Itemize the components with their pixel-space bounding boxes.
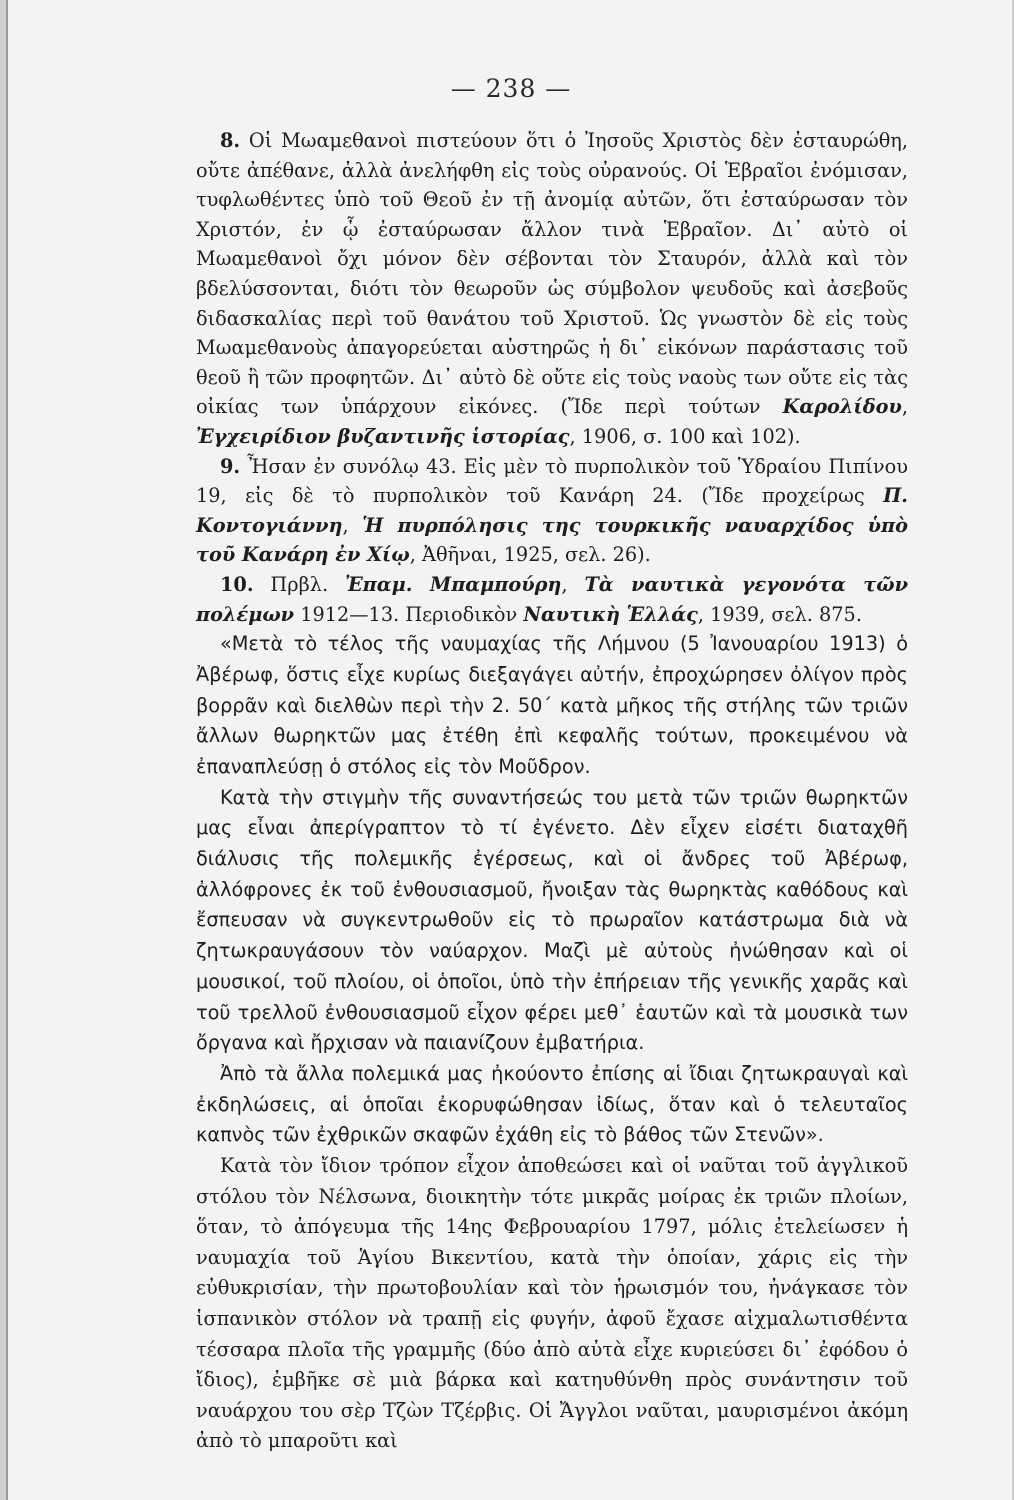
footnote-mid: 1912—13. Περιοδικὸν (294, 602, 524, 626)
footnote-text: Πρβλ. (270, 572, 345, 596)
footnote-8: 8. Οἱ Μωαμεθανοὶ πιστεύουν ὅτι ὁ Ἰησοῦς Χριστὸς δὲν ἐσταυρώθη, οὔτε ἀπέθανε, ἀλλὰ ἀνελήφθη εἰς τοὺς οὐρανούς. Οἱ Ἑβραῖοι ἐνόμισαν, τυφλωθέντες ὑπὸ τοῦ Θεοῦ ἐν τῇ ἀνομίᾳ αὐτῶν, ὅτι ἐσταύρωσαν τὸν Χριστόν, ἐν ᾧ ἐσταύρωσαν ἄλλον τινὰ Ἑβραῖον. Δι᾿ αὐτὸ οἱ Μωαμεθανοὶ ὄχι μόνον δὲν σέβονται τὸν Σταυρόν, ἀλλὰ καὶ τὸν βδελύσσονται, διότι τὸν θεωροῦν ὡς σύμβολον ψευδοῦς καὶ ἀσεβοῦς διδασκαλίας περὶ τοῦ θανάτου τοῦ Χριστοῦ. Ὡς γνωστὸν δὲ εἰς τοὺς Μωαμεθανοὺς ἀπαγορεύεται αὐστηρῶς ἡ δι᾿ εἰκόνων παράστασις τοῦ θεοῦ ἢ τῶν προφητῶν. Δι᾿ αὐτὸ δὲ οὔτε εἰς τοὺς ναοὺς των οὔτε εἰς τὰς οἰκίας των ὑπάρχουν εἰκόνες. (Ἴδε περὶ τούτων Καρολίδου, Ἐγχειρίδιον βυζαντινῆς ἱστορίας, 1906, σ. 100 καὶ 102). (196, 129, 908, 448)
footnote-tail: , 1939, σελ. 875. (697, 602, 862, 626)
book-page (6, 0, 1012, 1500)
footnote-9: 9. Ἦσαν ἐν συνόλῳ 43. Εἰς μὲν τὸ πυρπολικὸν τοῦ Ὑδραίου Πιπίνου 19, εἰς δὲ τὸ πυρπολικὸν τοῦ Κανάρη 24. (Ἴδε προχείρως Π. Κοντογιάννη, Ἡ πυρπόλησις της τουρκικῆς ναυαρχίδος ὑπὸ τοῦ Κανάρη ἐν Χίῳ, Ἀθῆναι, 1925, σελ. 26). (196, 454, 909, 567)
footnote-number: 9. (220, 454, 241, 478)
footnote-number: 8. (220, 129, 241, 152)
quote-paragraph-1: «Μετὰ τὸ τέλος τῆς ναυμαχίας τῆς Λήμνου (5 Ἰανουαρίου 1913) ὁ Ἀβέρωφ, ὅστις εἶχε κυρίως διεξαγάγει αὐτήν, ἐπροχώρησεν ὀλίγον πρὸς βορρᾶν καὶ διελθὼν περὶ τὴν 2. 50΄ κατὰ μῆκος τῆς στήλης τῶν τριῶν ἄλλων θωρηκτῶν μας ἐτέθη ἐπὶ κεφαλῆς τούτων, προκειμένου νὰ ἐπαναπλεύσῃ ὁ στόλος εἰς τὸν Μοῦδρον. (196, 632, 908, 778)
footnote-title: Ἐγχειρίδιον βυζαντινῆς ἱστορίας (196, 424, 570, 448)
body-paragraph: Κατὰ τὸν ἴδιον τρόπον εἶχον ἀποθεώσει καὶ οἱ ναῦται τοῦ ἀγγλικοῦ στόλου τὸν Νέλσωνα, διοικητὴν τότε μικρᾶς μοίρας ἐκ τριῶν πλοίων, ὅταν, τὸ ἀπόγευμα τῆς 14ης Φεβρουαρίου 1797, μόλις ἐτελείωσεν ἡ ναυμαχία τοῦ Ἁγίου Βικεντίου, κατὰ τὴν ὁποίαν, χάρις εἰς τὴν εὐθυκρισίαν, τὴν πρωτοβουλίαν καὶ τὸν ἡρωισμόν του, ἠνάγκασε τὸν ἱσπανικὸν στόλον νὰ τραπῇ εἰς φυγήν, ἀφοῦ ἔχασε αἰχμαλωτισθέντα τέσσαρα πλοῖα τῆς γραμμῆς (δύο ἀπὸ αὐτὰ εἶχε κυριεύσει δι᾿ ἐφόδου ὁ ἴδιος), ἐμβῆκε σὲ μιὰ βάρκα καὶ κατηυθύνθη πρὸς συνάντησιν τοῦ ναυάρχου του σὲρ Τζὼν Τζέρβις. Οἱ Ἄγγλοι ναῦται, μαυρισμένοι ἀκόμη ἀπὸ τὸ μπαροῦτι καὶ (196, 1154, 908, 1453)
footnote-text: Οἱ Μωαμεθανοὶ πιστεύουν ὅτι ὁ Ἰησοῦς Χριστὸς δὲν ἐσταυρώθη, οὔτε ἀπέθανε, ἀλλὰ ἀνελήφθη εἰς τοὺς οὐρανούς. Οἱ Ἑβραῖοι ἐνόμισαν, τυφλωθέντες ὑπὸ τοῦ Θεοῦ ἐν τῇ ἀνομίᾳ αὐτῶν, ὅτι ἐσταύρωσαν τὸν Χριστόν, ἐν ᾧ ἐσταύρωσαν ἄλλον τινὰ Ἑβραῖον. Δι᾿ αὐτὸ οἱ Μωαμεθανοὶ ὄχι μόνον δὲν σέβονται τὸν Σταυρόν, ἀλλὰ καὶ τὸν βδελύσσονται, διότι τὸν θεωροῦν ὡς σύμβολον ψευδοῦς καὶ ἀσεβοῦς διδασκαλίας περὶ τοῦ θανάτου τοῦ Χριστοῦ. Ὡς γνωστὸν δὲ εἰς τοὺς Μωαμεθανοὺς ἀπαγορεύεται αὐστηρῶς ἡ δι᾿ εἰκόνων παράστασις τοῦ θεοῦ ἢ τῶν προφητῶν. Δι᾿ αὐτὸ δὲ οὔτε εἰς τοὺς ναοὺς των οὔτε εἰς τὰς οἰκίας των ὑπάρχουν εἰκόνες. (Ἴδε περὶ τούτων (196, 129, 908, 419)
footnote-author: Ἐπαμ. Μπαμπούρη (344, 572, 562, 596)
page-number: — 238 — (450, 74, 572, 103)
footnote-author: Π. Κοντογιάννη (196, 484, 908, 537)
footnote-text: Ἦσαν ἐν συνόλῳ 43. Εἰς μὲν τὸ πυρπολικὸν τοῦ Ὑδραίου Πιπίνου 19, εἰς δὲ τὸ πυρπολικὸν τοῦ Κανάρη 24. (Ἴδε προχείρως (196, 454, 908, 508)
footnote-tail: , 1906, σ. 100 καὶ 102). (569, 424, 801, 448)
footnote-title: Ἡ πυρπόλησις της τουρκικῆς ναυαρχίδος ὑπὸ τοῦ Κανάρη ἐν Χίῳ (196, 513, 909, 567)
footnote-number: 10. (220, 572, 254, 596)
footnote-title: Τὰ ναυτικὰ γεγονότα τῶν πολέμων (196, 572, 908, 626)
footnote-10: 10. Πρβλ. Ἐπαμ. Μπαμπούρη, Τὰ ναυτικὰ γεγονότα τῶν πολέμων 1912—13. Περιοδικὸν Ναυτικὴ Ἑλλάς, 1939, σελ. 875. (196, 572, 908, 626)
footnote-tail: , Ἀθῆναι, 1925, σελ. 26). (409, 543, 651, 567)
footnote-author: Καρολίδου (782, 395, 902, 419)
footnote-journal: Ναυτικὴ Ἑλλάς (523, 602, 698, 626)
quote-paragraph-2: Κατὰ τὴν στιγμὴν τῆς συναντήσεώς του μετὰ τῶν τριῶν θωρηκτῶν μας εἶναι ἀπερίγραπτον τὸ τί ἐγένετο. Δὲν εἶχεν εἰσέτι διαταχθῆ διάλυσις τῆς πολεμικῆς ἐγέρσεως, καὶ οἱ ἄνδρες τοῦ Ἀβέρωφ, ἀλλόφρονες ἐκ τοῦ ἐνθουσιασμοῦ, ἤνοιξαν τὰς θωρηκτὰς καθόδους καὶ ἔσπευσαν νὰ συγκεντρωθοῦν εἰς τὸ πρωραῖον κατάστρωμα διὰ νὰ ζητωκραυγάσουν τὸν ναύαρχον. Μαζὶ μὲ αὐτοὺς ἠνώθησαν καὶ οἱ μουσικοί, τοῦ πλοίου, οἱ ὁποῖοι, ὑπὸ τὴν ἐπήρειαν τῆς γενικῆς χαρᾶς καὶ τοῦ τρελλοῦ ἐνθουσιασμοῦ εἶχον φέρει μεθ᾿ ἑαυτῶν καὶ τὰ μουσικὰ των ὄργανα καὶ ἤρχισαν νὰ παιανίζουν ἐμβατήρια. (196, 785, 908, 1055)
quote-paragraph-3: Ἀπὸ τὰ ἄλλα πολεμικά μας ἠκούοντο ἐπίσης αἱ ἴδιαι ζητωκραυγαὶ καὶ ἐκδηλώσεις, αἱ ὁποῖαι ἐκορυφώθησαν ἰδίως, ὅταν καὶ ὁ τελευταῖος καπνὸς τῶν ἐχθρικῶν σκαφῶν ἐχάθη εἰς τὸ βάθος τῶν Στενῶν». (196, 1061, 908, 1147)
text-block (196, 126, 908, 1457)
